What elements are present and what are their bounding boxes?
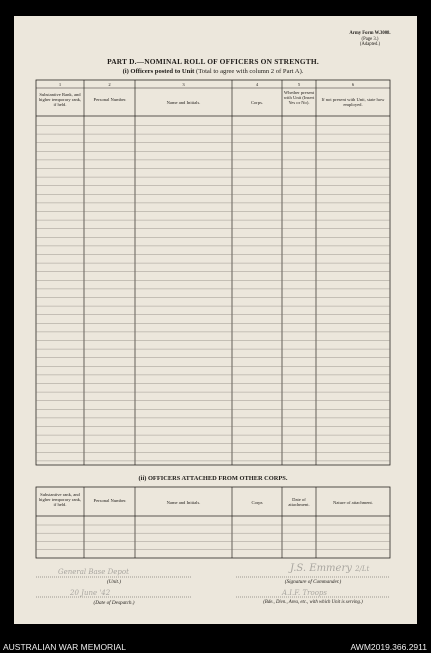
commander-signature-label: (Signature of Commander.) <box>284 579 342 585</box>
signature-suffix: 2/Lt <box>355 565 370 573</box>
footer-accession-number: AWM2019.366.2911 <box>350 642 427 652</box>
form-adapted: (Adapted.) <box>359 42 381 48</box>
officers-posted-bold: (i) Officers posted to Unit <box>122 68 195 75</box>
header-substantive-rank: Substantive Rank, and higher temporary rank, if held. <box>38 92 82 108</box>
col-number-5: 5 <box>297 82 301 87</box>
officers-posted-note: (Total to agree with column 2 of Part A). <box>196 68 304 75</box>
handwritten-date: 20 June '42 <box>70 589 111 597</box>
unit-label: (Unit.) <box>107 579 121 585</box>
officers-attached-heading: (ii) OFFICERS ATTACHED FROM OTHER CORPS. <box>138 475 288 482</box>
header-how-employed: If not present with Unit, state how employed. <box>321 97 385 108</box>
handwritten-signature <box>290 563 369 574</box>
col-number-6: 6 <box>351 82 355 87</box>
header2-corps: Corps <box>251 500 263 505</box>
col-number-4: 4 <box>255 82 259 87</box>
form-number: Army Form W.3008. <box>349 31 391 36</box>
header2-name-initials: Name and Initials. <box>166 500 201 505</box>
handwritten-serving: A.I.F. Troops <box>282 589 328 597</box>
header2-nature-of-attachment: Nature of attachment. <box>333 500 373 505</box>
signature-text: J.S. Emmery <box>290 563 352 574</box>
header2-substantive-rank: Substantive rank, and higher temporary rank, if held. <box>38 492 82 508</box>
header-present-with-unit: Whether present with Unit (Insert Yes or No). <box>283 90 315 106</box>
serving-with-label: (Bde., Divn., Area, etc., with which Unit is serving.) <box>263 600 363 605</box>
form-page-number: (Page 3.) <box>361 36 379 42</box>
header-corps: Corps. <box>250 100 264 105</box>
col-number-3: 3 <box>182 82 185 87</box>
header2-date-of-attachment: Date of attachment. <box>288 497 310 508</box>
header-name-initials: Name and Initials. <box>166 100 201 105</box>
handwritten-unit: General Base Depot <box>58 568 129 576</box>
col-number-2: 2 <box>108 82 111 87</box>
header-personal-number: Personal Number. <box>93 97 127 102</box>
footer-credit: AUSTRALIAN WAR MEMORIAL <box>3 642 126 652</box>
header2-personal-number: Personal Number. <box>93 498 127 503</box>
despatch-date-label: (Date of Despatch.) <box>93 600 135 606</box>
col-number-1: 1 <box>58 82 62 87</box>
part-d-heading: PART D.—NOMINAL ROLL OF OFFICERS ON STRENGTH. <box>107 57 319 66</box>
